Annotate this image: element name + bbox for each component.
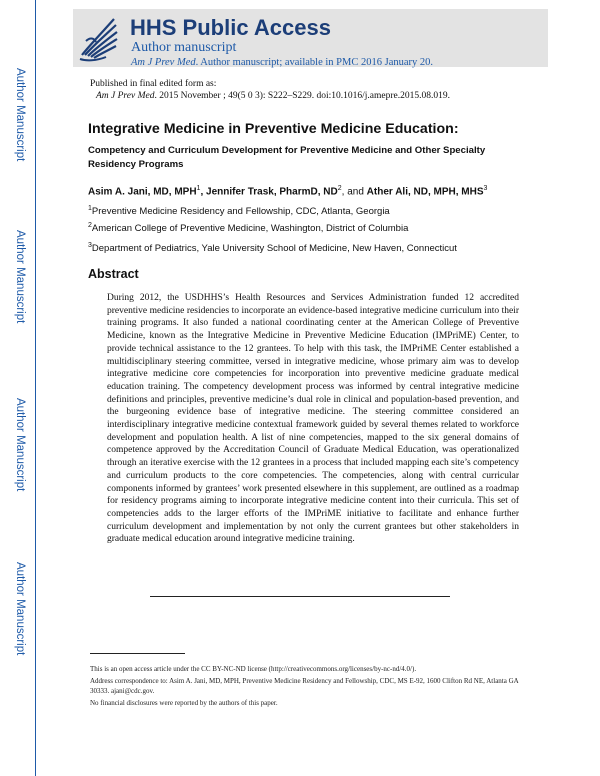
sidebar-divider	[35, 0, 36, 776]
license-note: This is an open access article under the CC BY-NC-ND license (http://creativecommons.org/licenses/by-nc-nd/4.0/).	[90, 665, 417, 673]
author-manuscript-label: Author Manuscript	[14, 230, 26, 324]
header-journal-line	[131, 57, 433, 68]
article-subtitle: Competency and Curriculum Development for Preventive Medicine and Other Specialty Residency Programs	[88, 145, 486, 170]
citation-journal: Am J Prev Med	[96, 91, 155, 101]
header-title: HHS Public Access	[130, 15, 331, 40]
disclosure-note: No financial disclosures were reported by the authors of this paper.	[90, 698, 278, 707]
author-and: , and	[341, 186, 367, 198]
citation-details: . 2015 November ; 49(5 0 3): S222–S229. doi:10.1016/j.amepre.2015.08.019.	[154, 91, 450, 101]
affiliation-text: Department of Pediatrics, Yale University School of Medicine, New Haven, Connecticut	[91, 243, 457, 255]
author-sup: 2	[337, 185, 342, 192]
author-manuscript-label: Author Manuscript	[14, 68, 26, 162]
author-sup: 3	[483, 185, 488, 192]
author-sup: 1	[196, 185, 201, 192]
affiliation-sup: 1	[88, 205, 92, 212]
affiliation	[88, 242, 457, 254]
affiliation-sup: 3	[88, 242, 92, 249]
footnote-rule	[90, 653, 185, 654]
author-list	[88, 185, 487, 197]
publication-info	[90, 78, 450, 102]
affiliation-text: Preventive Medicine Residency and Fellowship, CDC, Atlanta, Georgia	[91, 206, 390, 218]
footnotes	[90, 664, 520, 709]
published-in-label: Published in final edited form as:	[90, 79, 217, 89]
affiliation-sup: 2	[88, 222, 92, 229]
author-name: Ather Ali, ND, MPH, MHS	[366, 186, 484, 198]
author-manuscript-label: Author Manuscript	[14, 398, 26, 492]
author-name: Asim A. Jani, MD, MPH	[88, 186, 197, 198]
author-manuscript-label: Author Manuscript	[14, 562, 26, 656]
author-name: Jennifer Trask, PharmD, ND	[206, 186, 338, 198]
hhs-eagle-icon	[76, 11, 120, 65]
journal-name: Am J Prev Med	[131, 57, 196, 68]
affiliation	[88, 205, 390, 217]
citation	[90, 90, 450, 102]
availability-text: . Author manuscript; available in PMC 2016 January 20.	[195, 57, 434, 68]
abstract-text: During 2012, the USDHHS’s Health Resources and Services Administration funded 12 accredited preventive medicine residencies to incorporate an evidence-based integrative medicine curriculum into their training programs. It also funded a national coordinating center at the American College of Preventive Medicine, known as the Integrative Medicine in Preventive Medicine Education (IMPriME) Center, to provide technical assistance to the 12 grantees. To help with this task, the IMPriME Center established a multidisciplinary steering committee, versed in integrative medicine, whose primary aim was to develop integrative medicine core competencies for incorporation into preventive medicine graduate medical education training. The competency development process was informed by central integrative medicine definitions and principles, preventive medicine’s dual role in clinical and population-based prevention, and the burgeoning evidence base of integrative medicine. The steering committee considered an interdisciplinary integrative medicine contextual framework guided by several themes related to workforce development and population health. A list of nine competencies, mapped to the six general domains of competence approved by the Accreditation Council of Graduate Medical Education, was operationalized through an iterative exercise with the 12 grantees in a process that included mapping each site’s competency and curriculum products to the core competencies. The competencies, along with central curricular components informed by grantees’ work presented elsewhere in this supplement, are outlined as a roadmap for residency programs aiming to incorporate integrative medicine content into their curricula. This set of competencies adds to the larger efforts of the IMPriME initiative to facilitate and enhance further curriculum development and implementation by not only the current grantees but other stakeholders in graduate medical education around integrative medicine training.	[107, 293, 519, 545]
abstract-end-rule	[150, 596, 450, 597]
abstract-heading: Abstract	[88, 267, 139, 281]
article-title: Integrative Medicine in Preventive Medicine Education:	[88, 121, 459, 137]
author-separator: ,	[200, 186, 207, 198]
affiliation-text: American College of Preventive Medicine, Washington, District of Columbia	[91, 223, 409, 235]
affiliation	[88, 222, 408, 234]
header-subtitle: Author manuscript	[131, 40, 237, 55]
correspondence-note: Address correspondence to: Asim A. Jani, MD, MPH, Preventive Medicine Residency and Fellowship, CDC, MS E-92, 1600 Clifton Rd NE, Atlanta GA 30333. ajani@cdc.gov.	[90, 676, 519, 695]
